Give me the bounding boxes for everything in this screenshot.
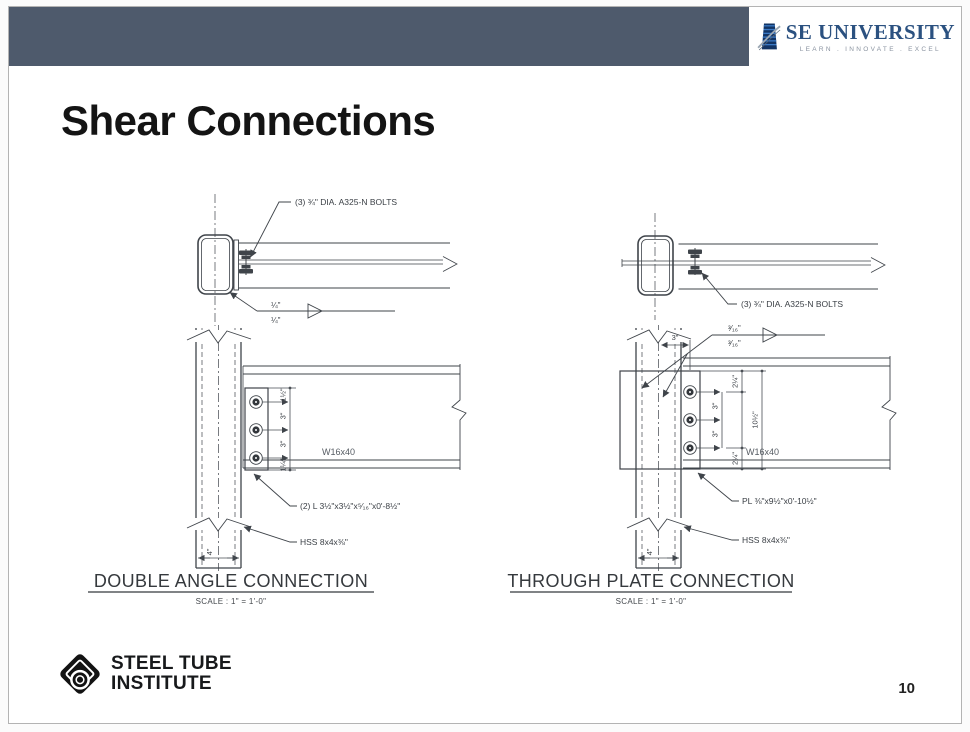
dim-space-2: 3" — [710, 430, 720, 438]
sti-logo-line2: INSTITUTE — [111, 673, 212, 694]
weld-size-bottom: ³⁄₁₆" — [728, 339, 741, 348]
se-university-building-icon — [757, 12, 781, 62]
hss-leader — [244, 527, 297, 542]
bolt-leader — [251, 202, 292, 257]
dim-space-1: 3" — [710, 402, 720, 410]
drawing-title: DOUBLE ANGLE CONNECTION — [93, 571, 369, 591]
beam-label: W16x40 — [746, 447, 780, 457]
hss-callout-label: HSS 8x4x⅜" — [742, 535, 790, 545]
header-bar — [9, 7, 961, 66]
hss-column-wall — [202, 239, 230, 291]
se-university-name: SE UNIVERSITY — [785, 20, 955, 44]
bolts-elevation — [250, 396, 263, 465]
drawing-scale: SCALE : 1" = 1'-0" — [195, 597, 267, 606]
beam-label: W16x40 — [322, 447, 356, 457]
dim-edge-bottom: 2¼" — [730, 451, 740, 466]
bolt-callout-label: (3) ¾" DIA. A325-N BOLTS — [741, 299, 844, 309]
bolt-callout-label: (3) ¾" DIA. A325-N BOLTS — [295, 197, 398, 207]
callout-leaders — [244, 474, 297, 542]
beam-break-plan — [871, 258, 885, 273]
drawing-scale: SCALE : 1" = 1'-0" — [615, 597, 687, 606]
weld-leader — [230, 293, 257, 312]
slide-title: Shear Connections — [61, 97, 436, 144]
double-angle-connection-drawing — [60, 178, 480, 618]
hss-column-plan — [638, 236, 673, 295]
plate-callout-label: PL ⅜"x9½"x0'-10½" — [742, 496, 817, 506]
beam-web-plan — [239, 260, 444, 264]
steel-tube-institute-icon — [57, 651, 103, 697]
callout-leaders — [684, 473, 739, 540]
dim-top-offset: 3" — [671, 333, 679, 342]
beam-flanges — [683, 358, 890, 468]
se-university-tagline: LEARN . INNOVATE . EXCEL — [799, 46, 941, 53]
through-plate-plan — [622, 261, 871, 265]
hss-column-plan — [198, 235, 233, 294]
sti-logo-line1: STEEL TUBE — [111, 653, 232, 674]
dim-column-width: 4" — [645, 548, 654, 556]
page-number: 10 — [898, 680, 915, 697]
beam-break — [452, 364, 466, 470]
weld-size-bottom: ¼" — [271, 316, 281, 325]
hss-callout-label: HSS 8x4x⅜" — [300, 537, 348, 547]
angle-callout-label: (2) L 3½"x3½"x⁵⁄₁₆"x0'-8½" — [300, 501, 401, 511]
slide — [8, 6, 962, 724]
plan-view — [198, 194, 457, 326]
dim-space-1: 3" — [278, 412, 288, 420]
dim-edge-top: 2¼" — [730, 374, 740, 389]
plate-leader — [698, 473, 739, 501]
dim-column-width: 4" — [205, 548, 214, 556]
angle-leader — [254, 474, 297, 506]
dim-overall: 10½" — [750, 411, 760, 429]
beam-flange-plan — [679, 244, 879, 289]
weld-symbol — [230, 293, 395, 319]
bolts-elevation — [684, 386, 697, 455]
steel-tube-institute-logo — [57, 651, 232, 697]
dim-edge-top: 1½" — [278, 388, 288, 402]
drawing-title: THROUGH PLATE CONNECTION — [507, 571, 795, 591]
se-university-logo — [749, 7, 961, 66]
hss-leader — [684, 527, 739, 540]
beam-break-plan — [443, 257, 457, 272]
beam-break — [882, 356, 896, 470]
weld-leader-1 — [642, 335, 712, 388]
dim-edge-bottom: 1¼" — [278, 458, 288, 472]
weld-size-top: ³⁄₁₆" — [728, 324, 741, 333]
beam-flange-plan — [239, 243, 451, 288]
through-plate-connection-drawing — [490, 178, 910, 618]
weld-size-top: ¼" — [271, 301, 281, 310]
angle-leg-plan — [234, 240, 239, 290]
dim-space-2: 3" — [278, 440, 288, 448]
hss-column-wall — [642, 240, 670, 292]
